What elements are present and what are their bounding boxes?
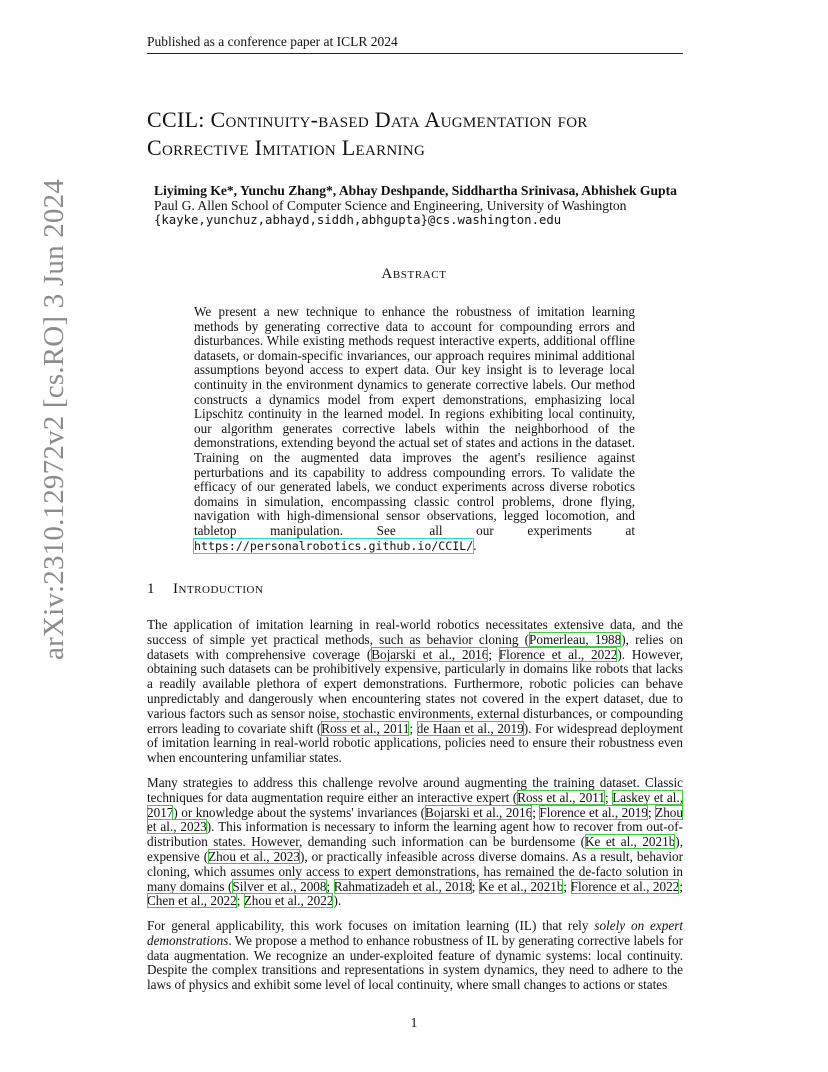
citation-link[interactable]: Silver et al., 2008 — [232, 878, 327, 894]
paper-title — [147, 106, 707, 162]
citation-link[interactable]: Rahmatizadeh et al., 2018 — [333, 878, 472, 894]
affiliation: Paul G. Allen School of Computer Science and Engineering, University of Washington — [154, 198, 627, 213]
citation-link[interactable]: de Haan et al., 2019 — [416, 720, 524, 736]
abstract-heading: Abstract — [381, 266, 447, 282]
citation-link[interactable]: Chen et al., 2022 — [147, 893, 237, 909]
emphasis-text: solely on expert demonstrations — [147, 918, 683, 948]
citation-link[interactable]: Florence et al., 2022 — [498, 646, 618, 662]
para-text: Many strategies to address this challenge revolve around augmenting the training dataset. Classic techniques for data augmentation require either an interactive expert ( — [147, 775, 683, 805]
para-text: The application of imitation learning in real-world robotics necessitates extensive data, and the success of simple yet practical methods, such as behavior cloning ( — [147, 617, 683, 647]
running-header: Published as a conference paper at ICLR 2024 — [147, 34, 398, 49]
citation-link[interactable]: Ke et al., 2021b — [585, 834, 676, 850]
citation-link[interactable]: Zhou et al., 2023 — [208, 848, 300, 864]
para-text: . We propose a method to enhance robustness of IL by generating corrective labels for data augmentation. We recognize an under-exploited feature of dynamic systems: local continuity. Despite the complex transitions and representations in system dynamics, they need to adhere to the laws of physics and exhibit some level of local continuity, where small changes to actions or states — [147, 932, 683, 993]
page-number: 1 — [410, 1015, 418, 1030]
citation-link[interactable]: Zhou et al., 2023 — [147, 804, 683, 835]
intro-paragraph-1: The application of imitation learning in real-world robotics necessitates extensive data, and the success of simple yet practical methods, such as behavior cloning (Pomerleau, 1988), relies on datasets with comprehensive coverage (Bojarski et al., 2016; Florence et al., 2022). However, obtaining such datasets can be prohibitively expensive, particularly in domains like robots that lacks a readily available plethora of expert demonstrations. Furthermore, robotic policies can behave unpredictably and dangerously when encountering states not covered in the expert dataset, due to various factors such as sensor noise, stochastic environments, external disturbances, or compounding errors leading to covariate shift (Ross et al., 2011; de Haan et al., 2019). For widespread deployment of imitation learning in real-world robotic applications, policies need to ensure their robustness even when encountering unfamiliar states. — [147, 617, 684, 766]
title-line-2: Corrective Imitation Learning — [147, 135, 426, 160]
citation-link[interactable]: Laskey et al., 2017 — [147, 789, 683, 820]
citation-link[interactable]: Ross et al., 2011 — [321, 720, 410, 736]
abstract-text: We present a new technique to enhance the robustness of imitation learning methods by generating corrective data to account for compounding errors and disturbances. While existing methods request interactive experts, additional offline datasets, or domain-specific invariances, our approach requires minimal additional assumptions beyond access to expert data. Our key insight is to leverage local continuity in the environment dynamics to generate corrective labels. Our method constructs a dynamics model from expert demonstrations, emphasizing local Lipschitz continuity in the learned model. In regions exhibiting local continuity, our algorithm generates corrective labels within the neighborhood of the demonstrations, extending beyond the actual set of states and actions in the dataset. Training on the augmented data improves the agent's resilience against perturbations and its capability to address compounding errors. To validate the efficacy of our generated labels, we conduct experiments across diverse robotics domains in simulation, encompassing classic control problems, drone flying, navigation with high-dimensional sensor observations, legged locomotion, and tabletop manipulation. See all our experiments at — [194, 304, 635, 538]
para-text: ). — [333, 893, 342, 909]
para-text: ), relies on datasets with comprehensive coverage ( — [147, 631, 683, 662]
citation-link[interactable]: Bojarski et al., 2016 — [371, 646, 489, 662]
section-number: 1 — [147, 581, 155, 597]
para-text: ) or knowledge about the systems' invariances ( — [173, 804, 426, 820]
citation-link[interactable]: Ross et al., 2011 — [517, 789, 605, 805]
header-rule — [147, 53, 683, 54]
section-heading — [147, 581, 263, 598]
project-link[interactable]: https://personalrobotics.github.io/CCIL/ — [194, 538, 474, 553]
citation-link[interactable]: Bojarski et al., 2016 — [425, 804, 533, 820]
title-line-1: CCIL: Continuity-based Data Augmentation for — [147, 107, 588, 132]
author-emails: {kayke,yunchuz,abhayd,siddh,abhgupta}@cs.washington.edu — [154, 213, 562, 227]
intro-paragraph-3 — [147, 919, 683, 993]
citation-link[interactable]: Florence et al., 2019 — [539, 804, 648, 820]
author-list: Liyiming Ke*, Yunchu Zhang*, Abhay Deshpande, Siddhartha Srinivasa, Abhishek Gupta — [154, 183, 677, 198]
arxiv-identifier[interactable]: arXiv:2310.12972v2 [cs.RO] 3 Jun 2024 — [38, 178, 70, 660]
abstract-body: We present a new technique to enhance the robustness of imitation learning methods by generating corrective data to account for compounding errors and disturbances. While existing methods request interactive experts, additional offline datasets, or domain-specific invariances, our approach requires minimal additional assumptions beyond access to expert data. Our key insight is to leverage local continuity in the environment dynamics to generate corrective labels. Our method constructs a dynamics model from expert demonstrations, emphasizing local Lipschitz continuity in the learned model. In regions exhibiting local continuity, our algorithm generates corrective labels within the neighborhood of the demonstrations, extending beyond the actual set of states and actions in the dataset. Training on the augmented data improves the agent's resilience against perturbations and its capability to address compounding errors. To validate the efficacy of our generated labels, we conduct experiments across diverse robotics domains in simulation, encompassing classic control problems, drone flying, navigation with high-dimensional sensor observations, legged locomotion, and tabletop manipulation. See all our experiments at https://personalrobotics.github.io/CCIL/. — [194, 304, 635, 553]
section-title: Introduction — [173, 581, 264, 597]
para-text: ), or practically infeasible across diverse domains. As a result, behavior cloning, which assumes only access to expert demonstrations, has remained the de-facto solution in many domains ( — [147, 848, 684, 894]
intro-paragraph-2: Many strategies to address this challenge revolve around augmenting the training dataset. Classic techniques for data augmentation require either an interactive expert (Ross et al., 2011; Laskey et al., 2017) or knowledge about the systems' invariances (Bojarski et al., 2016; Florence et al., 2019; Zhou et al., 2023). This information is necessary to inform the learning agent how to recover from out-of-distribution states. However, demanding such information can be burdensome (Ke et al., 2021b), expensive (Zhou et al., 2023), or practically infeasible across diverse domains. As a result, behavior cloning, which assumes only access to expert demonstrations, has remained the de-facto solution in many domains (Silver et al., 2008; Rahmatizadeh et al., 2018; Ke et al., 2021b; Florence et al., 2022; Chen et al., 2022; Zhou et al., 2022). — [147, 775, 684, 909]
citation-link[interactable]: Pomerleau, 1988 — [529, 631, 622, 647]
citation-link[interactable]: Florence et al., 2022 — [570, 878, 680, 894]
para-text: ). However, obtaining such datasets can be prohibitively expensive, particularly in domains like robots that lacks a readily available plethora of expert demonstrations. Furthermore, robotic policies can behave unpredictably and dangerously when encountering states not covered in the expert dataset, due to various factors such as sensor noise, stochastic environments, external disturbances, or compounding errors leading to covariate shift ( — [147, 646, 684, 736]
citation-link[interactable]: Ke et al., 2021b — [478, 878, 564, 894]
para-text: ). For widespread deployment of imitation learning in real-world robotic applications, policies need to ensure their robustness even when encountering unfamiliar states. — [147, 720, 684, 766]
citation-link[interactable]: Zhou et al., 2022 — [243, 893, 334, 909]
para-text: For general applicability, this work focuses on imitation learning (IL) that rely — [147, 918, 595, 933]
para-text: ), expensive ( — [147, 834, 683, 864]
para-text: ). This information is necessary to inform the learning agent how to recover from out-of-distribution states. However, demanding such information can be burdensome ( — [147, 819, 683, 850]
